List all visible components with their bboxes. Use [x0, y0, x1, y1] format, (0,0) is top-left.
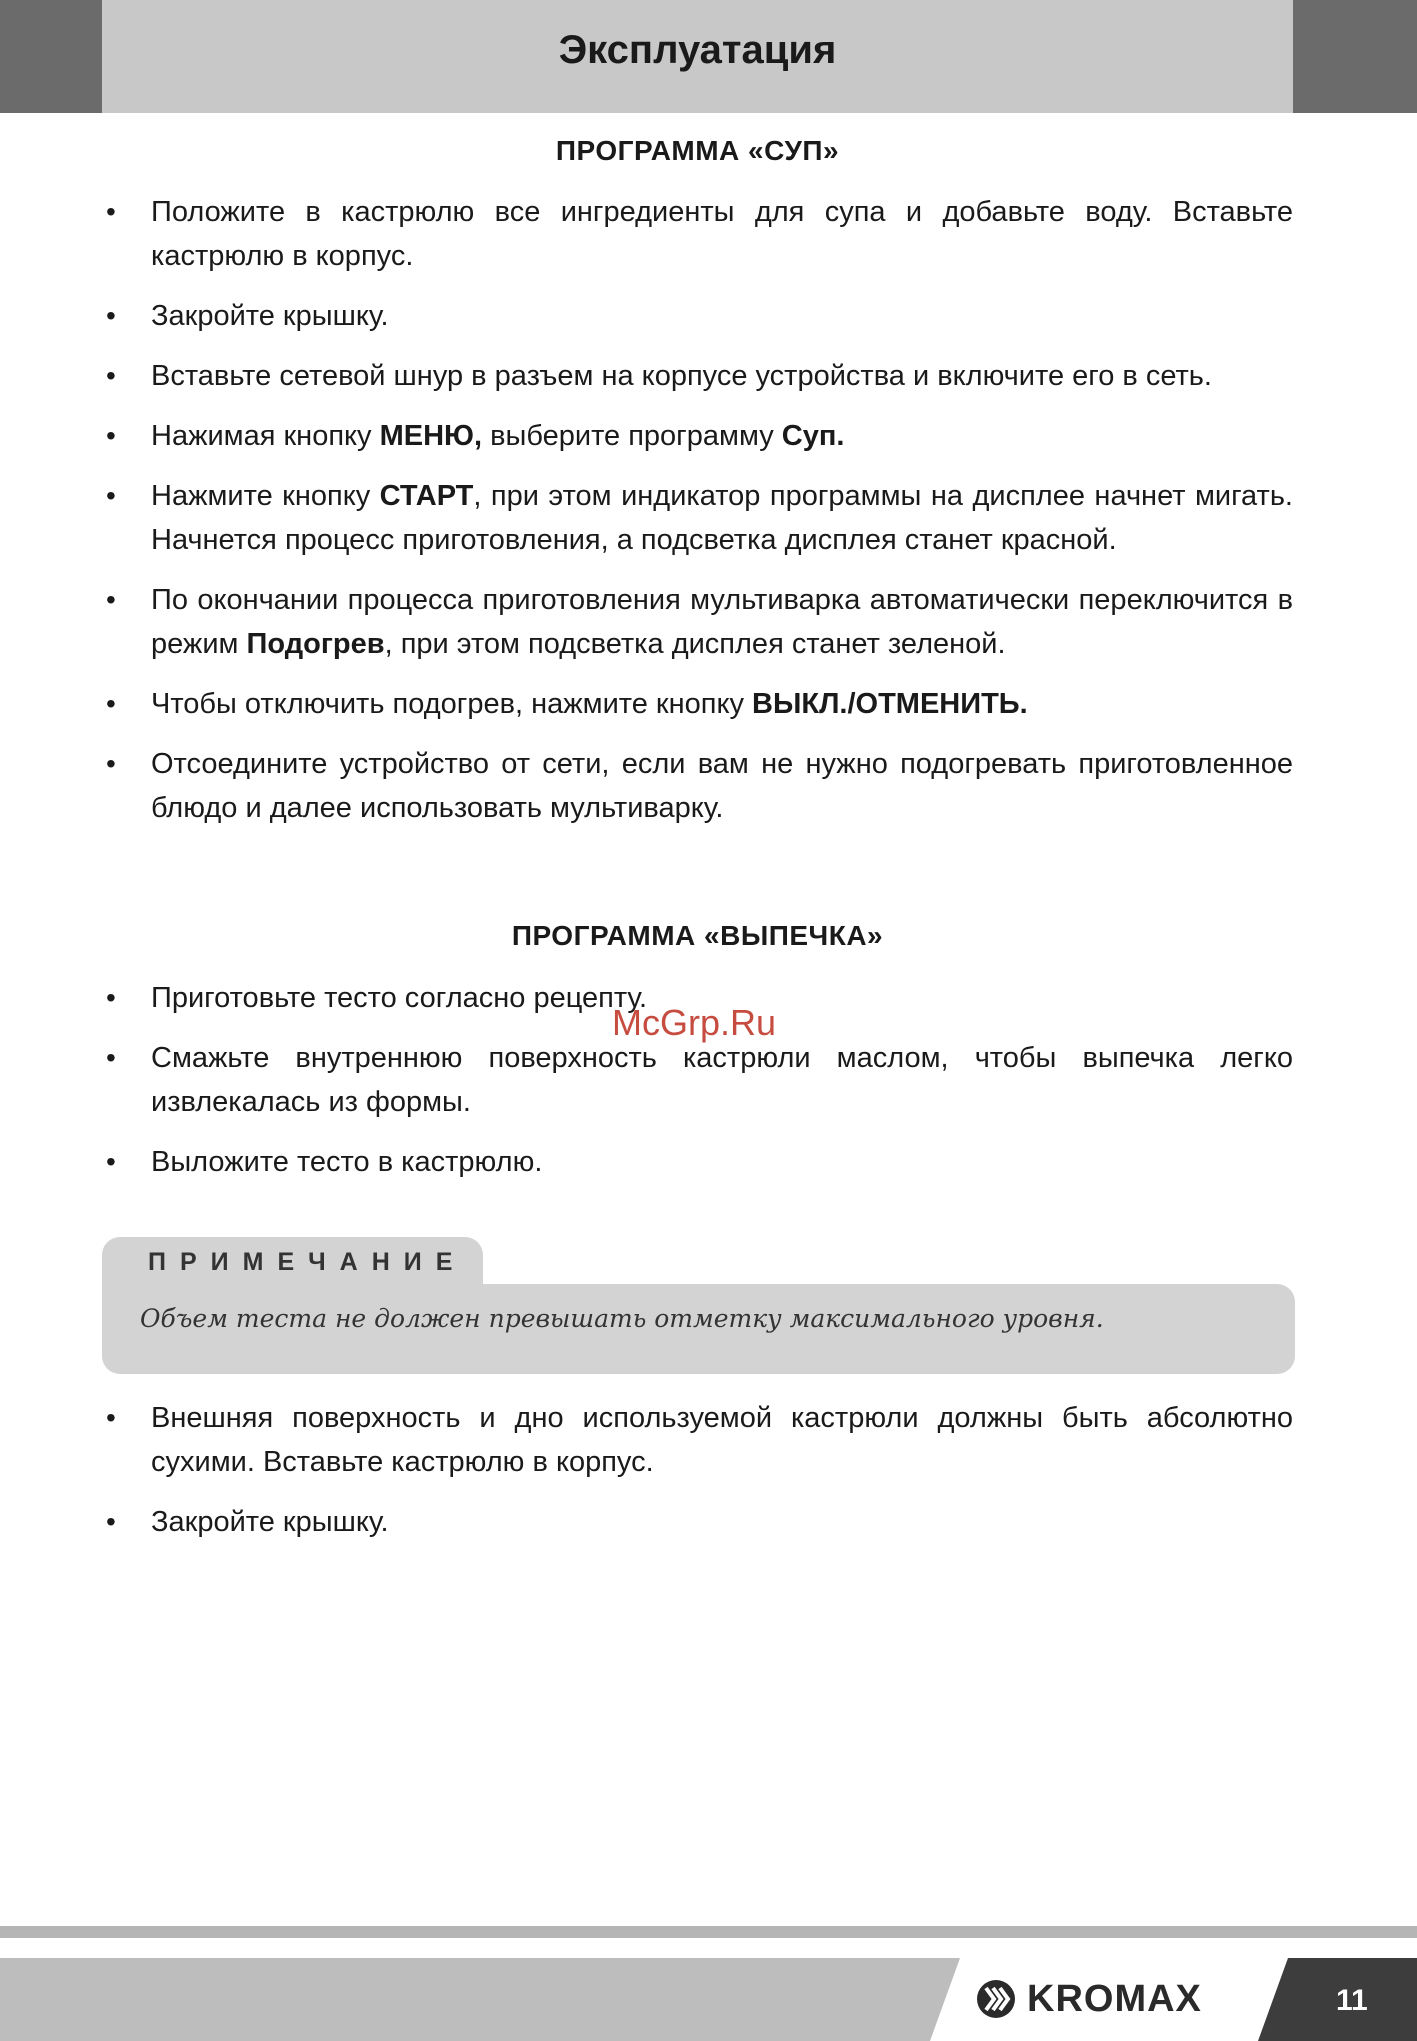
header-right-block: [1293, 0, 1417, 113]
start-button-label: СТАРТ: [379, 480, 474, 512]
program-name: Суп.: [781, 420, 845, 452]
note-text: Объем теста не должен превышать отметку максимального уровня.: [140, 1304, 1104, 1333]
list-item: • Вставьте сетевой шнур в разъем на корпусе устройства и включите его в сеть.: [102, 354, 1293, 398]
section-title-soup: ПРОГРАММА «СУП»: [555, 135, 840, 166]
list-item: • Смажьте внутреннюю поверхность кастрюли маслом, чтобы выпечка легко извлекалась из формы.: [102, 1036, 1293, 1124]
page-title: Эксплуатация: [558, 28, 837, 72]
list-item: • Выложите тесто в кастрюлю.: [102, 1140, 1293, 1184]
footer-divider: [0, 1926, 1417, 1938]
list-item: • Отсоедините устройство от сети, если вам не нужно подогревать приготовленное блюдо и далее использовать мультиварку.: [102, 742, 1293, 830]
list-item: • По окончании процесса приготовления мультиварка автоматически переключится в режим Подогрев, при этом подсветка дисплея станет зеленой.: [102, 578, 1293, 666]
header-left-block: [0, 0, 102, 113]
list-item: • Закройте крышку.: [102, 1500, 1293, 1544]
page-number: 11: [1336, 1984, 1368, 2017]
list-item: • Внешняя поверхность и дно используемой кастрюли должны быть абсолютно сухими. Вставьте кастрюлю в корпус.: [102, 1396, 1293, 1484]
brand-logo: [975, 1974, 1202, 2024]
list-item: • Положите в кастрюлю все ингредиенты для супа и добавьте воду. Вставьте кастрюлю в корпус.: [102, 190, 1293, 278]
kromax-logo-icon: [975, 1978, 1017, 2020]
soup-instructions-list: [102, 190, 1293, 830]
list-item: • Закройте крышку.: [102, 294, 1293, 338]
section-title-baking: ПРОГРАММА «ВЫПЕЧКА»: [511, 920, 884, 951]
menu-button-label: МЕНЮ,: [379, 420, 483, 452]
list-item: • Приготовьте тесто согласно рецепту.: [102, 976, 1293, 1020]
mode-name: Подогрев: [246, 628, 385, 660]
note-label: ПРИМЕЧАНИЕ: [148, 1248, 467, 1276]
list-item: • Чтобы отключить подогрев, нажмите кнопку ВЫКЛ./ОТМЕНИТЬ.: [102, 682, 1293, 726]
brand-name: KROMAX: [1027, 1977, 1202, 2020]
cancel-button-label: ВЫКЛ./ОТМЕНИТЬ.: [752, 688, 1028, 720]
baking-instructions-list-continued: [102, 1396, 1293, 1544]
list-item: • Нажмите кнопку СТАРТ, при этом индикатор программы на дисплее начнет мигать. Начнется процесс приготовления, а подсветка дисплея станет красной.: [102, 474, 1293, 562]
list-item: • Нажимая кнопку МЕНЮ, выберите программу Суп.: [102, 414, 1293, 458]
watermark: McGrp.Ru: [612, 1002, 777, 1043]
